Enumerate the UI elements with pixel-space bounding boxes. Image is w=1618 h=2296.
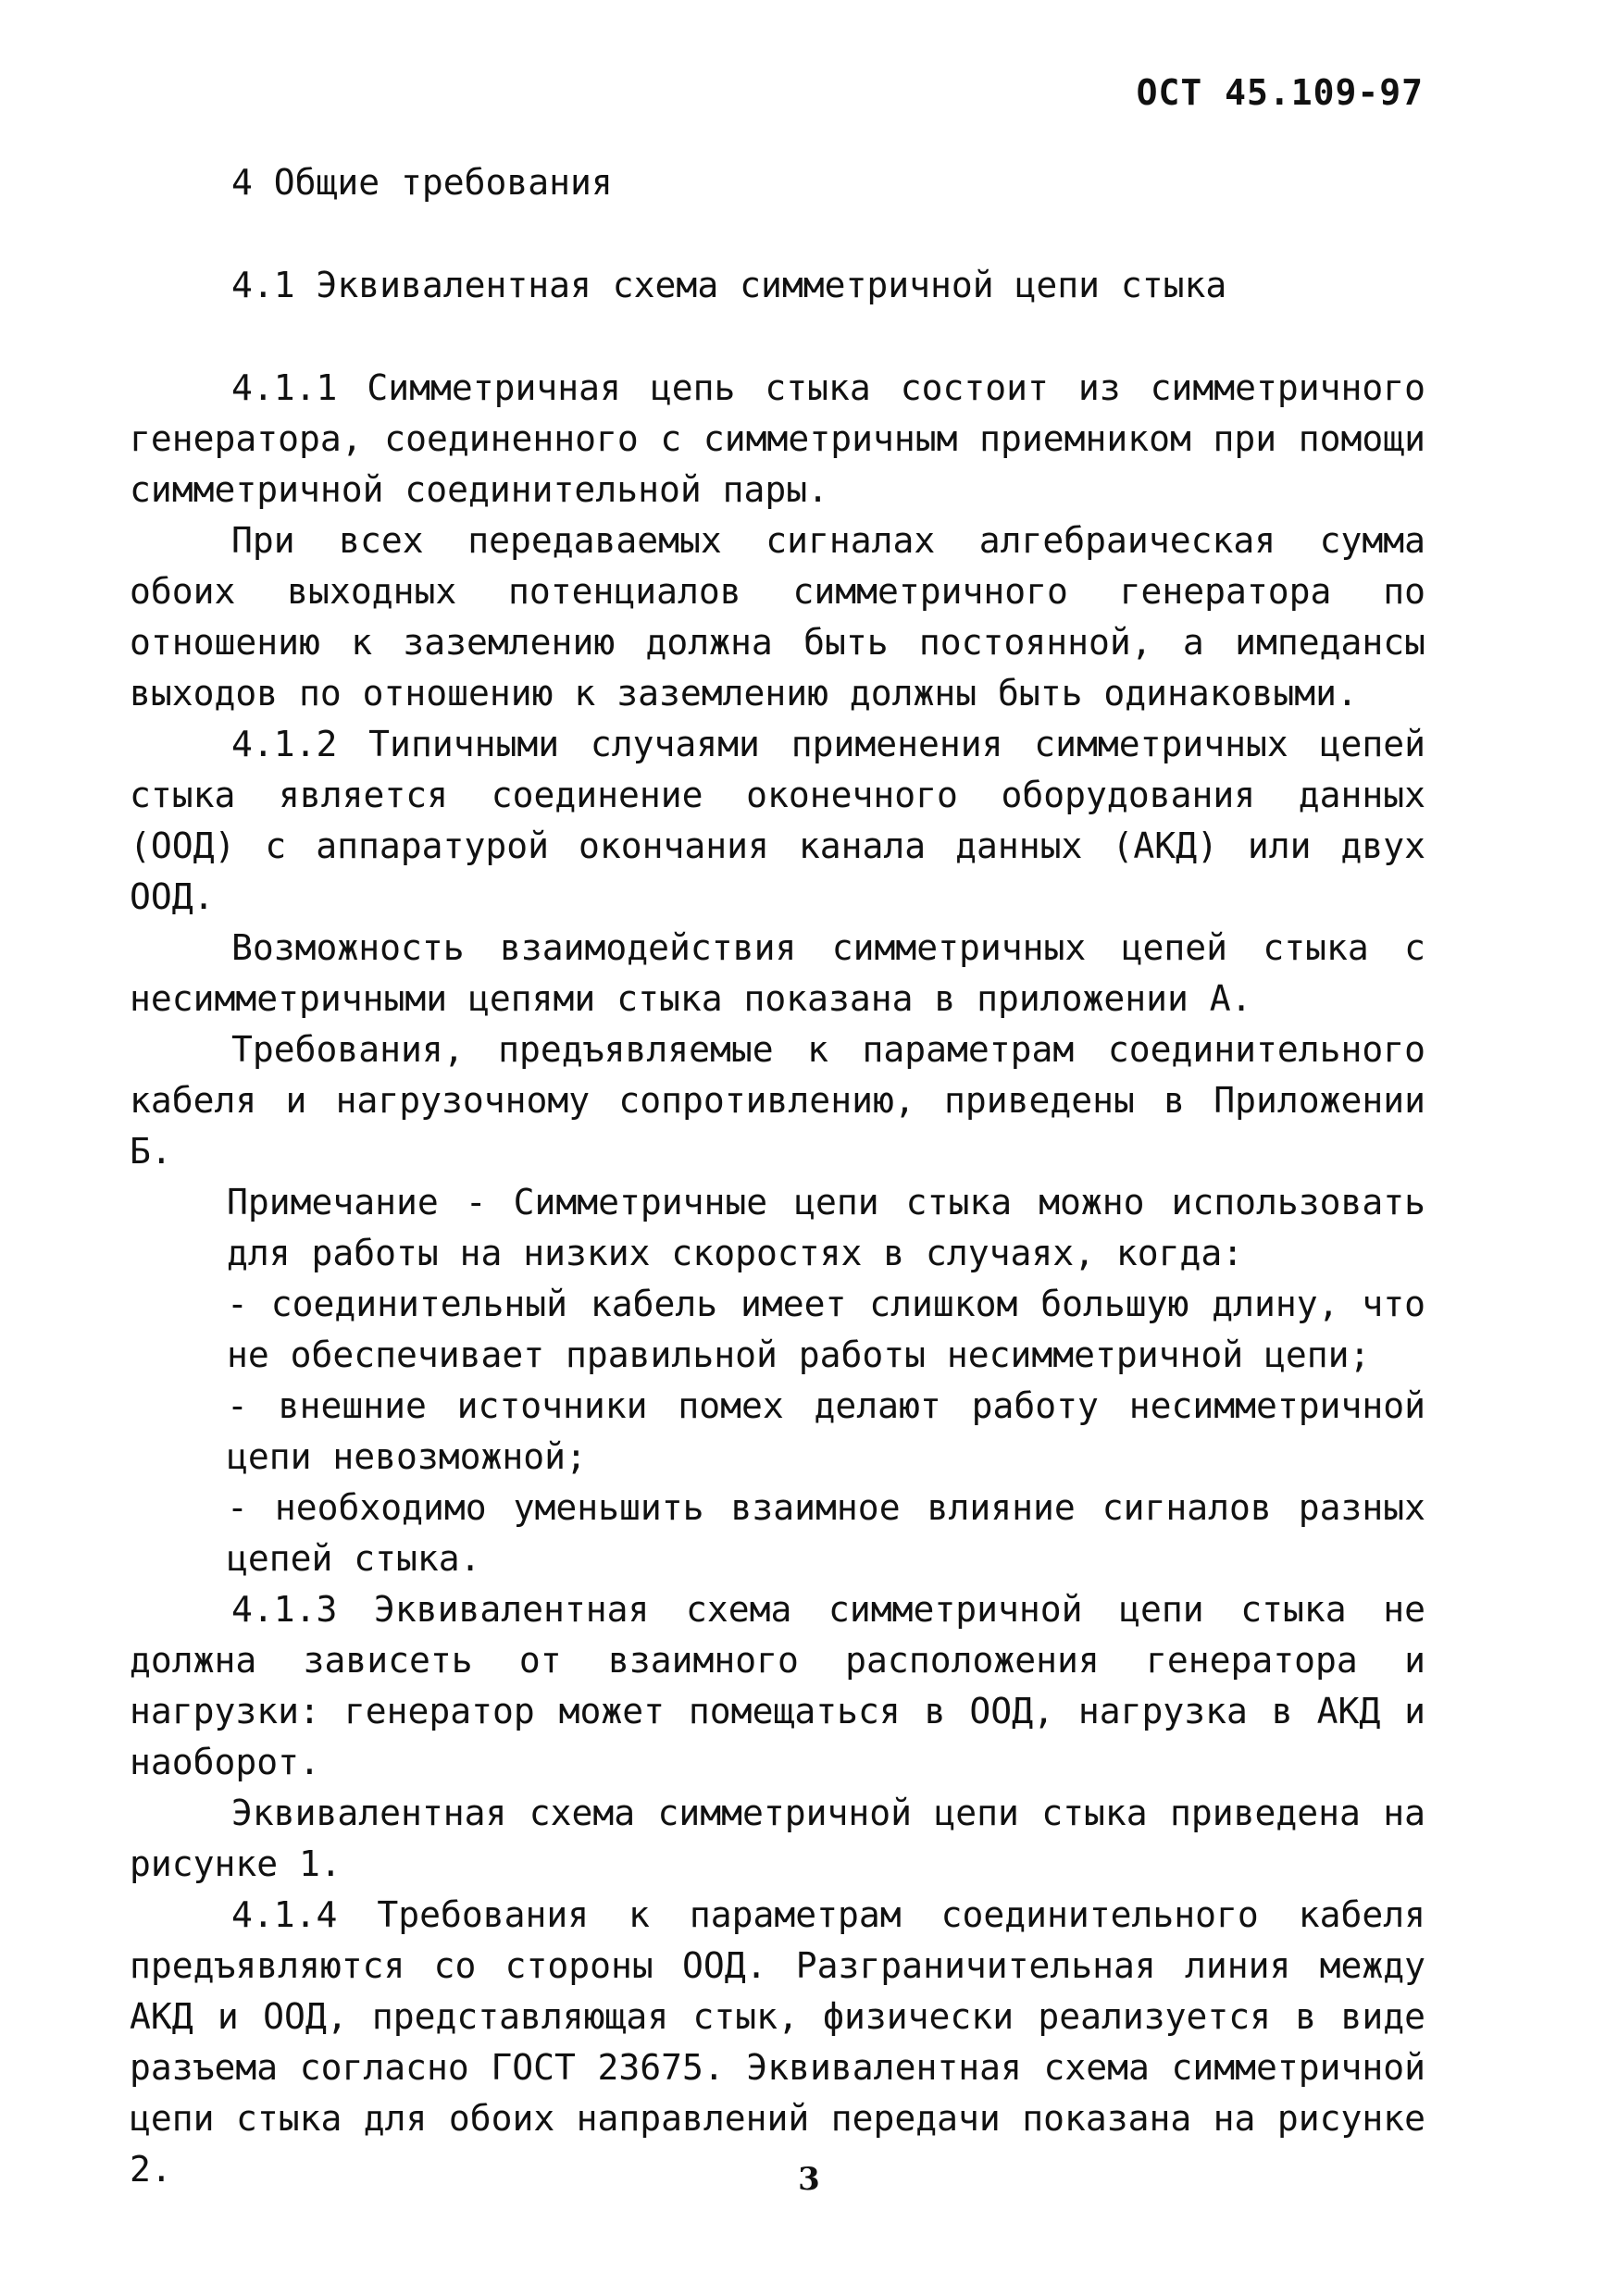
note-item: - соединительный кабель имеет слишком большую длину, что не обеспечивает правильной работы несимметричной цепи; — [227, 1284, 1425, 1375]
note-item: - необходимо уменьшить взаимное влияние сигналов разных цепей стыка. — [227, 1487, 1425, 1579]
paragraph-figure-1-ref: Эквивалентная схема симметричной цепи стыка приведена на рисунке 1. — [130, 1793, 1425, 1884]
page-number: 3 — [798, 2161, 820, 2198]
note — [130, 1177, 1425, 1584]
paragraph-4-1-1: 4.1.1 Симметричная цепь стыка состоит из симметричного генератора, соединенного с симметричным приемником при помощи симметричной соединительной пары. — [130, 367, 1425, 510]
note-item: - внешние источники помех делают работу несимметричной цепи невозможной; — [227, 1385, 1425, 1477]
paragraph-ground-potentials: При всех передаваемых сигналах алгебраическая сумма обоих выходных потенциалов симметричного генератора по отношению к заземлению должна быть постоянной, а импедансы выходов по отношению к заземлению должны быть одинаковыми. — [130, 520, 1425, 714]
document-code: ОСТ 45.109-97 — [1136, 72, 1424, 113]
paragraph-4-1-2: 4.1.2 Типичными случаями применения симметричных цепей стыка является соединение оконечного оборудования данных (ООД) с аппаратурой окончания канала данных (АКД) или двух ООД. — [130, 724, 1425, 917]
paragraph-4-1-4: 4.1.4 Требования к параметрам соединительного кабеля предъявляются со стороны ООД. Разграничительная линия между АКД и ООД, представляющая стык, физически реализуется в виде разъема согласно ГОСТ 23675. Эквивалентная схема симметричной цепи стыка для обоих направлений передачи показана на рисунке 2. — [130, 1894, 1425, 2190]
paragraph-4-1-3: 4.1.3 Эквивалентная схема симметричной цепи стыка не должна зависеть от взаимного расположения генератора и нагрузки: генератор может помещаться в ООД, нагрузка в АКД и наоборот. — [130, 1589, 1425, 1782]
section-heading: 4 Общие требования — [231, 162, 613, 203]
paragraph-cable-annex-b: Требования, предъявляемые к параметрам соединительного кабеля и нагрузочному сопротивлению, приведены в Приложении Б. — [130, 1029, 1425, 1172]
paragraph-interop-annex-a: Возможность взаимодействия симметричных цепей стыка с несимметричными цепями стыка показана в приложении А. — [130, 927, 1425, 1019]
subsection-heading: 4.1 Эквивалентная схема симметричной цепи стыка — [231, 265, 1227, 305]
note-intro: Примечание - Симметричные цепи стыка можно использовать для работы на низких скоростях в случаях, когда: — [227, 1182, 1425, 1273]
body-text — [130, 157, 1425, 2195]
